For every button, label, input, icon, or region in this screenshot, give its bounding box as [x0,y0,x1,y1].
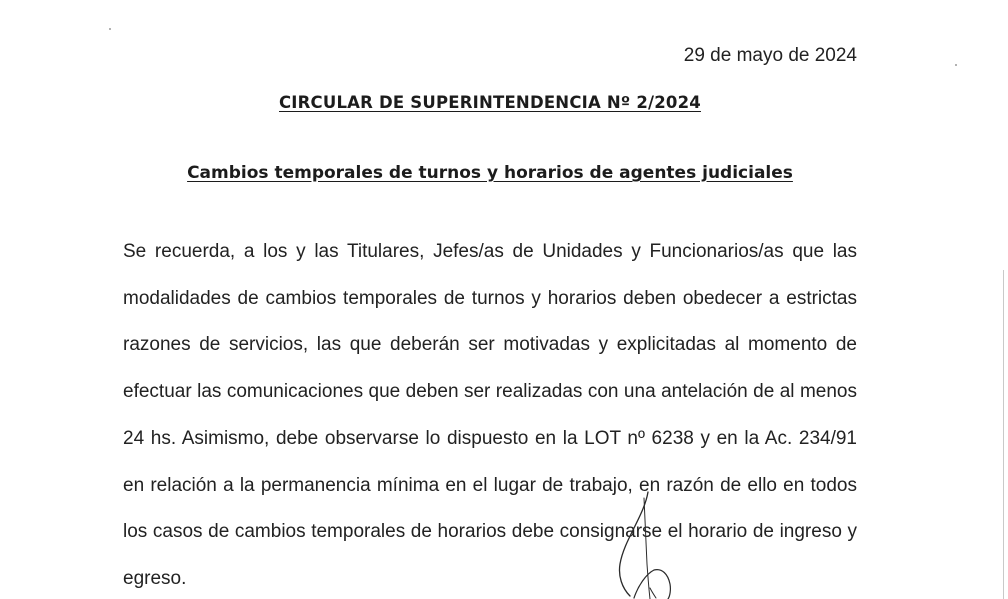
document-title: CIRCULAR DE SUPERINTENDENCIA Nº 2/2024 [279,93,701,112]
handwritten-signature [600,490,710,599]
body-paragraph: Se recuerda, a los y las Titulares, Jefes/as de Unidades y Funcionarios/as que las modalidades de cambios temporales de turnos y horarios deben obedecer a estrictas razones de servicios, las que deberán ser motivadas y explicitadas al momento de efectuar las comunicaciones que deben ser realizadas con una antelación de al menos 24 hs. Asimismo, debe observarse lo dispuesto en la LOT nº 6238 y en la Ac. 234/91 en relación a la permanencia mínima en el lugar de trabajo, en razón de ello en todos los casos de cambios temporales de horarios debe consignarse el horario de ingreso y egreso. [123,241,857,589]
scan-speck [109,28,111,30]
scan-speck [955,64,957,66]
document-date: 29 de mayo de 2024 [683,45,857,66]
scan-edge [1003,270,1004,599]
document-subtitle: Cambios temporales de turnos y horarios de agentes judiciales [187,163,793,183]
